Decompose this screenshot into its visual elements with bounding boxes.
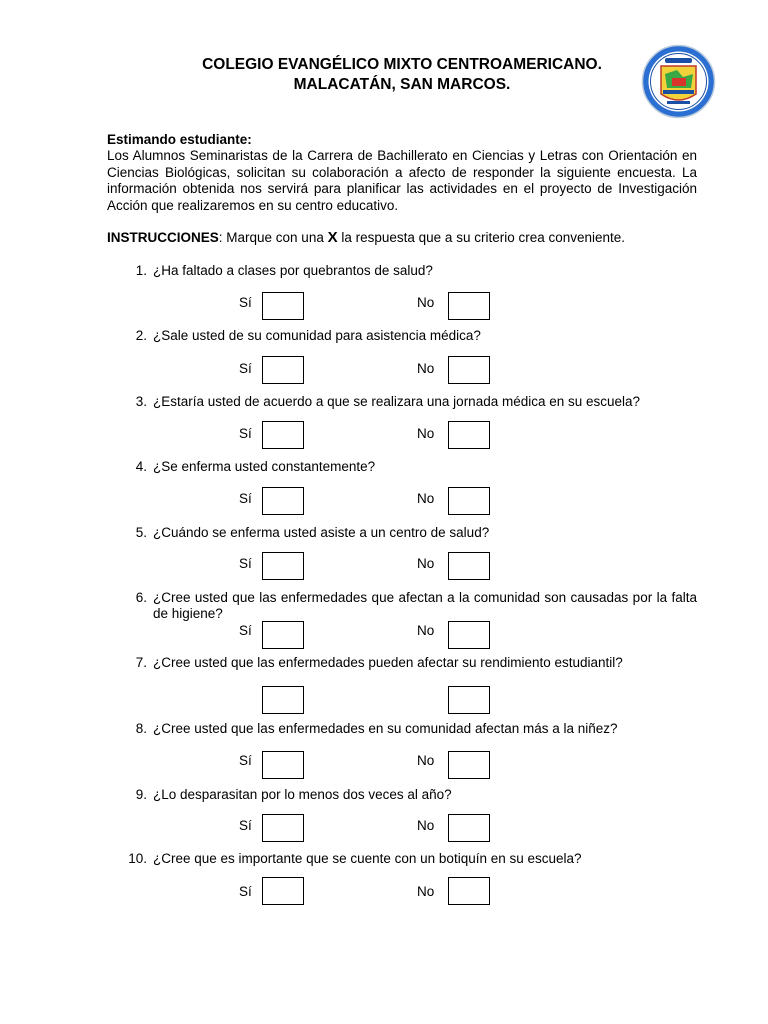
- no-label: No: [417, 491, 435, 506]
- question-4: [107, 459, 697, 475]
- yes-checkbox[interactable]: [262, 751, 304, 779]
- no-label: No: [417, 361, 435, 376]
- question-number: 2.: [135, 328, 147, 343]
- yes-label: Sí: [239, 818, 252, 833]
- no-checkbox[interactable]: [448, 686, 490, 714]
- yes-checkbox[interactable]: [262, 421, 304, 449]
- question-number: 4.: [135, 459, 147, 474]
- question-text: ¿Cree que es importante que se cuente con un botiquín en su escuela?: [153, 851, 582, 866]
- yes-checkbox[interactable]: [262, 686, 304, 714]
- yes-label: Sí: [239, 491, 252, 506]
- question-text: ¿Cree usted que las enfermedades pueden afectar su rendimiento estudiantil?: [153, 655, 623, 670]
- question-text: ¿Estaría usted de acuerdo a que se realizara una jornada médica en su escuela?: [153, 394, 641, 409]
- question-number: 10.: [128, 851, 147, 866]
- no-label: No: [417, 426, 435, 441]
- no-label: No: [417, 556, 435, 571]
- question-text: ¿Sale usted de su comunidad para asistencia médica?: [153, 328, 481, 343]
- yes-checkbox[interactable]: [262, 814, 304, 842]
- intro-paragraph: [107, 132, 697, 214]
- question-text: ¿Lo desparasitan por lo menos dos veces al año?: [153, 787, 452, 802]
- question-number: 3.: [135, 394, 147, 409]
- no-checkbox[interactable]: [448, 814, 490, 842]
- no-label: No: [417, 884, 435, 899]
- instructions: [107, 229, 697, 246]
- question-text: ¿Cree usted que las enfermedades en su comunidad afectan más a la niñez?: [153, 721, 618, 736]
- yes-checkbox[interactable]: [262, 292, 304, 320]
- instructions-mark: X: [327, 229, 338, 246]
- question-text: ¿Ha faltado a clases por quebrantos de salud?: [153, 263, 433, 278]
- yes-label: Sí: [239, 426, 252, 441]
- question-2: [107, 328, 697, 344]
- instructions-text-before: : Marque con una: [218, 230, 328, 245]
- yes-label: Sí: [239, 623, 252, 638]
- question-number: 5.: [135, 525, 147, 540]
- school-header: [107, 55, 697, 95]
- question-5: [107, 525, 697, 541]
- no-checkbox[interactable]: [448, 552, 490, 580]
- no-label: No: [417, 818, 435, 833]
- no-checkbox[interactable]: [448, 621, 490, 649]
- school-location: MALACATÁN, SAN MARCOS.: [293, 76, 511, 93]
- intro-body: Los Alumnos Seminaristas de la Carrera de Bachillerato en Ciencias y Letras con Orientación en Ciencias Biológicas, solicitan su colaboración a afecto de responder la siguiente encuesta. La información obtenida nos servirá para planificar las actividades en el proyecto de Investigación Acción que realizaremos en su centro educativo.: [107, 148, 697, 213]
- no-checkbox[interactable]: [448, 356, 490, 384]
- yes-label: Sí: [239, 884, 252, 899]
- no-checkbox[interactable]: [448, 421, 490, 449]
- question-text: ¿Cuándo se enferma usted asiste a un centro de salud?: [153, 525, 490, 540]
- no-label: No: [417, 753, 435, 768]
- question-7: [107, 655, 697, 671]
- greeting: Estimando estudiante:: [107, 132, 252, 147]
- question-number: 8.: [135, 721, 147, 736]
- instructions-label: INSTRUCCIONES: [107, 230, 219, 245]
- no-label: No: [417, 295, 435, 310]
- question-number: 7.: [135, 655, 147, 670]
- question-text: ¿Se enferma usted constantemente?: [153, 459, 376, 474]
- yes-label: Sí: [239, 295, 252, 310]
- no-checkbox[interactable]: [448, 292, 490, 320]
- question-number: 9.: [135, 787, 147, 802]
- question-8: [107, 721, 697, 737]
- no-label: No: [417, 623, 435, 638]
- question-number: 1.: [135, 263, 147, 278]
- yes-checkbox[interactable]: [262, 552, 304, 580]
- yes-checkbox[interactable]: [262, 621, 304, 649]
- yes-label: Sí: [239, 753, 252, 768]
- question-text: ¿Cree usted que las enfermedades que afectan a la comunidad son causadas por la falta de higiene?: [153, 590, 697, 621]
- question-9: [107, 787, 697, 803]
- question-1: [107, 263, 697, 279]
- question-3: [107, 394, 697, 410]
- yes-label: Sí: [239, 556, 252, 571]
- no-checkbox[interactable]: [448, 487, 490, 515]
- no-checkbox[interactable]: [448, 877, 490, 905]
- question-6: [107, 590, 697, 622]
- instructions-text-after: la respuesta que a su criterio crea conveniente.: [337, 230, 626, 245]
- question-10: [107, 851, 697, 867]
- no-checkbox[interactable]: [448, 751, 490, 779]
- yes-checkbox[interactable]: [262, 356, 304, 384]
- yes-label: Sí: [239, 361, 252, 376]
- question-number: 6.: [135, 590, 147, 605]
- school-seal-logo: [641, 44, 716, 119]
- yes-checkbox[interactable]: [262, 487, 304, 515]
- yes-checkbox[interactable]: [262, 877, 304, 905]
- school-name: COLEGIO EVANGÉLICO MIXTO CENTROAMERICANO.: [202, 56, 602, 73]
